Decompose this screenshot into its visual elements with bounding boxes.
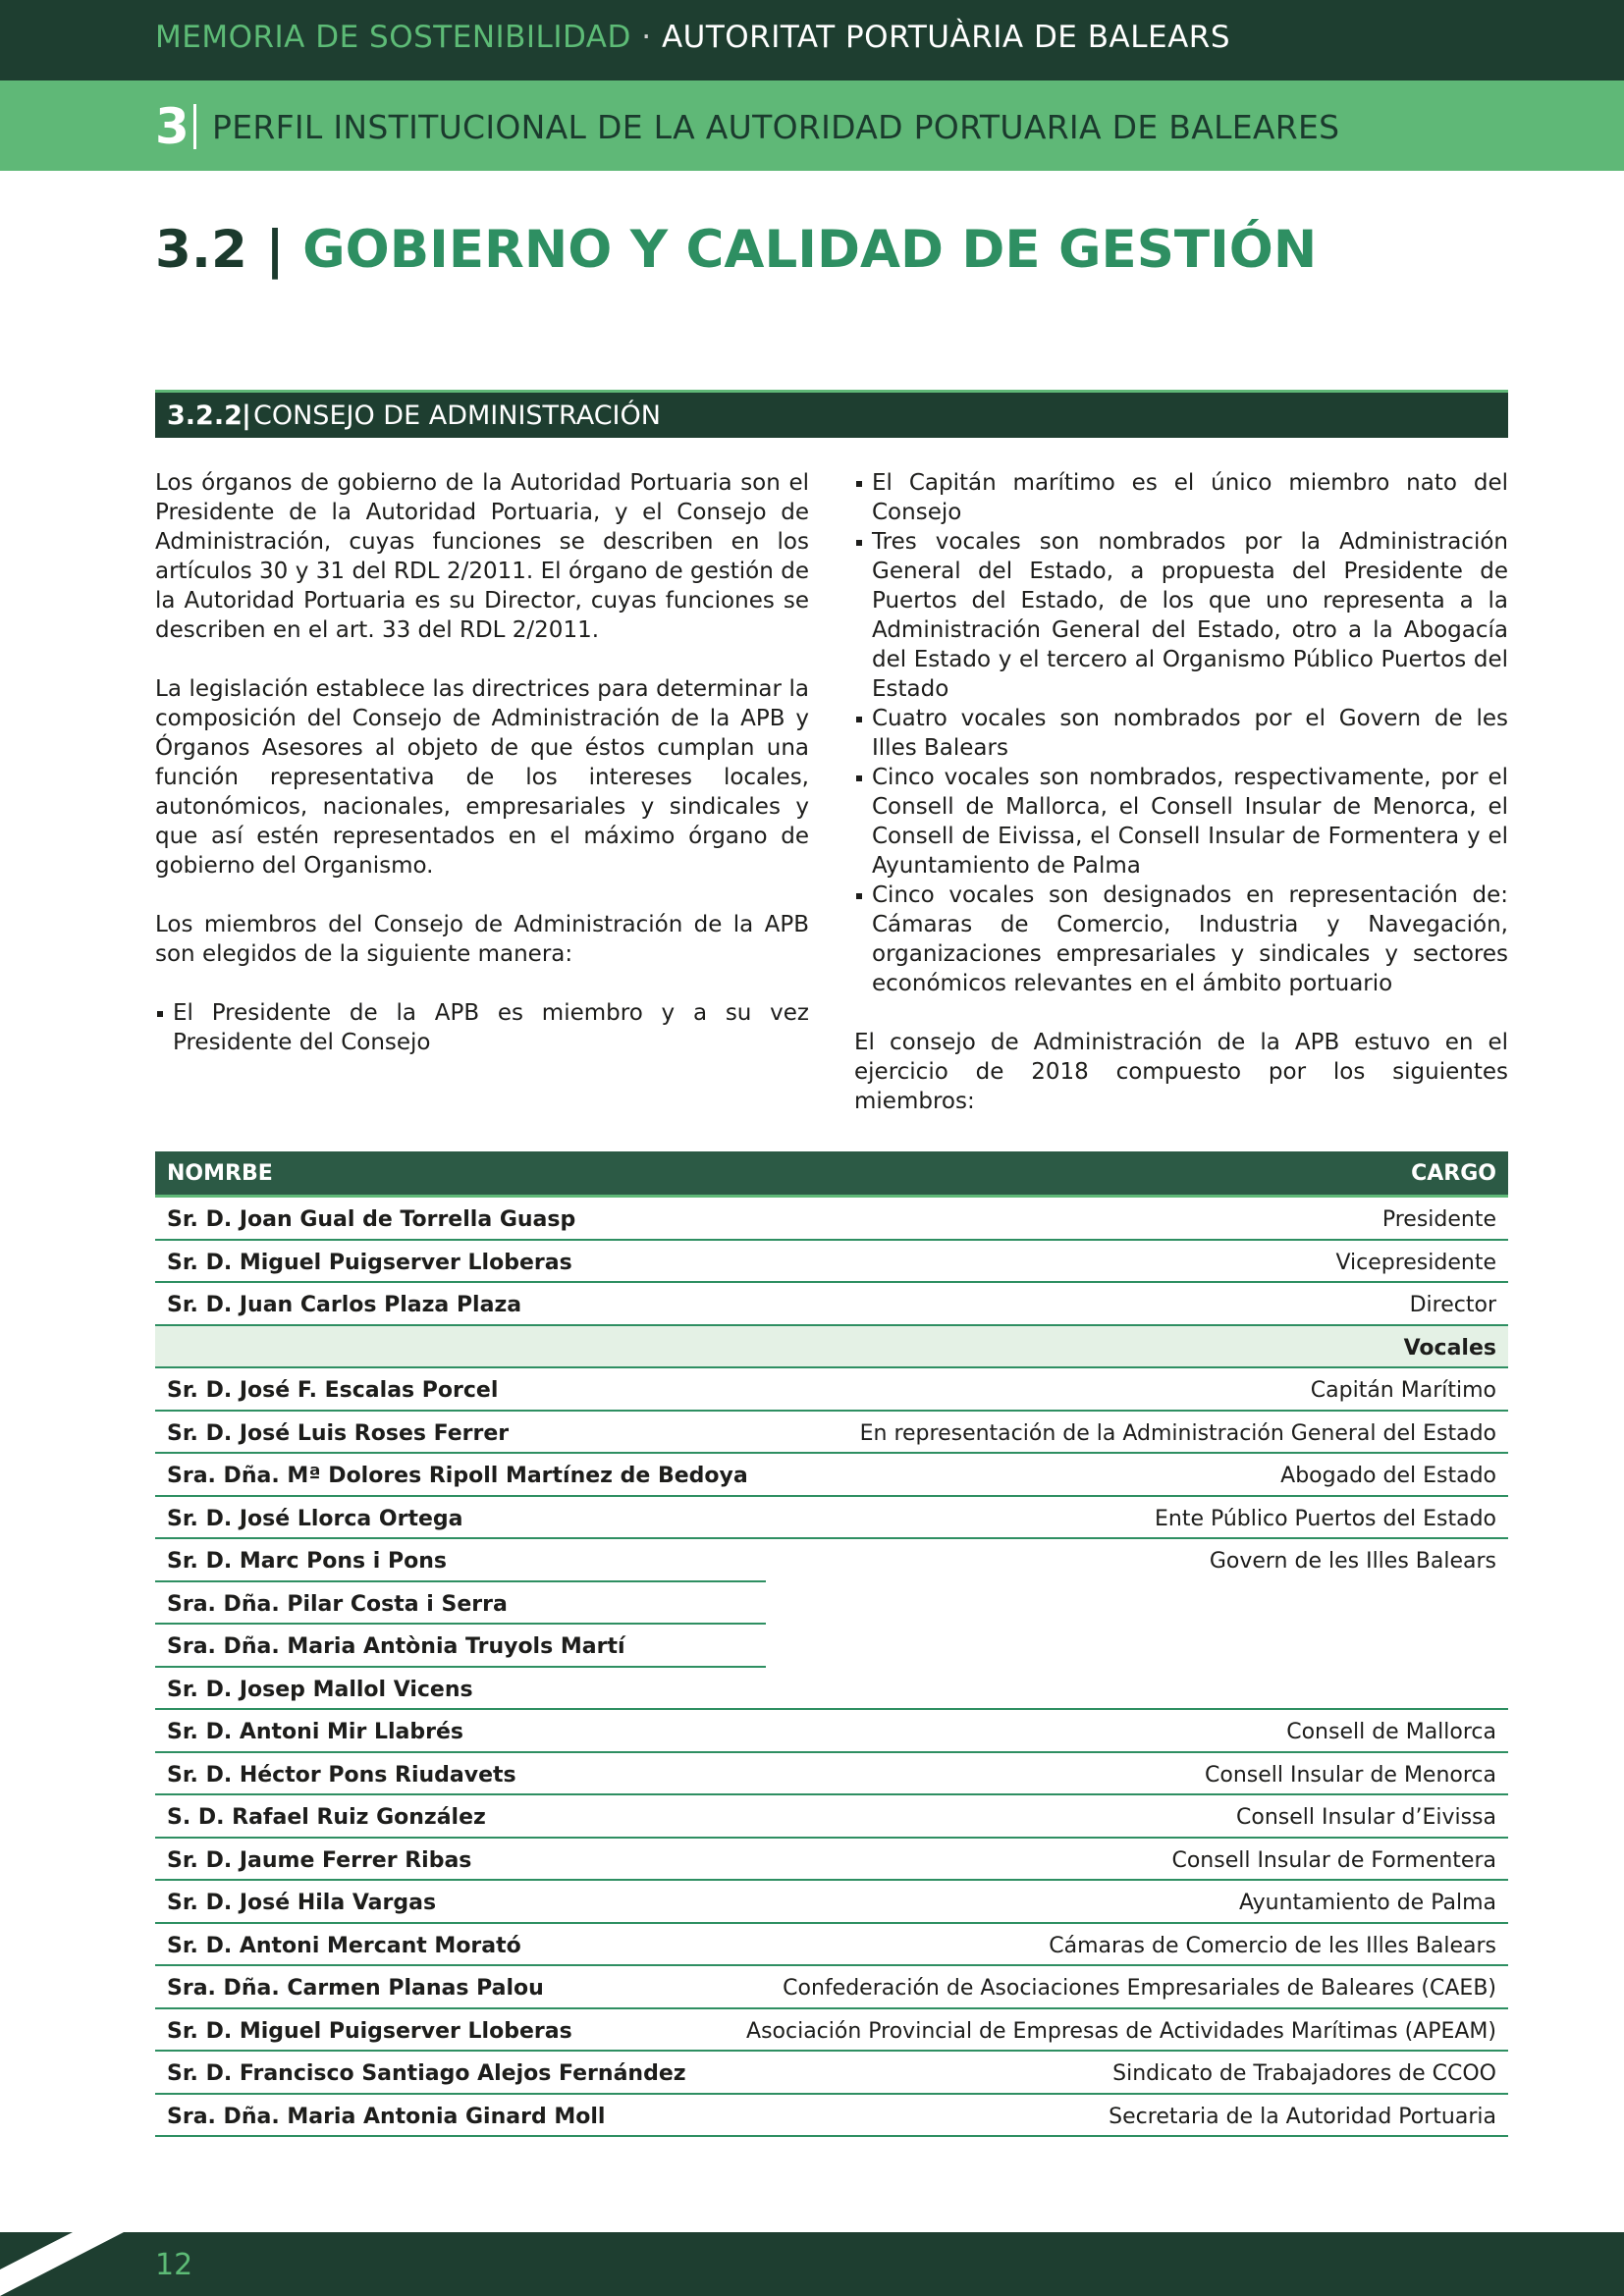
bullet-item: Cinco vocales son nombrados, respectivamente, por el Consell de Mallorca, el Consell Insular de Menorca, el Consell de Eivissa, el Consell Insular de Formentera y el Ayuntamiento de Palma (854, 763, 1508, 881)
column-header-role: CARGO (1411, 1161, 1496, 1186)
member-name: Sr. D. José Hila Vargas (167, 1891, 437, 1915)
member-name: Sr. D. Jaume Ferrer Ribas (167, 1847, 472, 1873)
chapter-title: PERFIL INSTITUCIONAL DE LA AUTORIDAD PORTUARIA DE BALEARES (212, 108, 1340, 146)
table-row (155, 1795, 1508, 1839)
table-row (155, 1966, 1508, 2009)
member-name: Sr. D. José Luis Roses Ferrer (167, 1420, 510, 1446)
organization-name: AUTORITAT PORTUÀRIA DE BALEARS (661, 20, 1231, 55)
table-row (155, 1710, 1508, 1753)
section-separator: | (265, 220, 285, 280)
body-paragraph: Los miembros del Consejo de Administración de la APB son elegidos de la siguiente manera: (155, 912, 809, 967)
member-role: Presidente (1381, 1207, 1496, 1232)
member-role: Ayuntamiento de Palma (1239, 1891, 1496, 1915)
member-name: Sr. D. Francisco Santiago Alejos Fernández (167, 2061, 686, 2086)
member-name: Sr. D. Josep Mallol Vicens (167, 1677, 473, 1702)
body-column-right (854, 468, 1508, 1146)
table-row (155, 1497, 1508, 1540)
table-row (155, 1753, 1508, 1796)
member-role: Consell Insular d’Eivissa (1236, 1805, 1496, 1830)
member-name: S. D. Rafael Ruiz González (167, 1805, 486, 1830)
section-title (155, 220, 1317, 280)
member-name: Sra. Dña. Mª Dolores Ripoll Martínez de Bedoya (167, 1464, 748, 1488)
bullet-item: Tres vocales son nombrados por la Administración General del Estado, a propuesta del Presidente de Puertos del Estado, de los que uno representa a la Administración General del Estado, otro a la Abogacía del Estado y el tercero al Organismo Público Puertos del Estado (854, 527, 1508, 704)
table-group-row (155, 1326, 1508, 1369)
running-header-text (155, 20, 1230, 55)
bullet-item: El Capitán marítimo es el único miembro nato del Consejo (854, 468, 1508, 527)
member-name: Sra. Dña. Maria Antònia Truyols Martí (167, 1634, 625, 1659)
member-role: Govern de les Illes Balears (1209, 1549, 1496, 1574)
member-role: En representación de la Administración General del Estado (859, 1420, 1496, 1446)
table-row (155, 1283, 1508, 1326)
group-label: Vocales (1403, 1335, 1496, 1361)
member-name: Sr. D. Juan Carlos Plaza Plaza (167, 1293, 522, 1317)
table-row (155, 2009, 1508, 2053)
member-name: Sr. D. Antoni Mercant Morató (167, 1933, 521, 1958)
chapter-divider (193, 104, 196, 149)
member-role: Secretaria de la Autoridad Portuaria (1109, 2104, 1496, 2129)
subsection-title: CONSEJO DE ADMINISTRACIÓN (253, 400, 661, 431)
table-row (155, 1454, 1508, 1497)
table-row (155, 1881, 1508, 1924)
bullet-list (854, 468, 1508, 998)
member-role: Confederación de Asociaciones Empresariales de Baleares (CAEB) (783, 1976, 1496, 2001)
table-row (155, 1839, 1508, 1882)
bullet-item: El Presidente de la APB es miembro y a su vez Presidente del Consejo (155, 998, 809, 1057)
column-header-name: NOMRBE (167, 1161, 273, 1186)
section-name: GOBIERNO Y CALIDAD DE GESTIÓN (302, 220, 1318, 280)
table-header (155, 1151, 1508, 1198)
table-row (155, 1625, 1508, 1668)
bullet-item: Cuatro vocales son nombrados por el Govern de les Illes Balears (854, 704, 1508, 763)
member-role: Abogado del Estado (1280, 1464, 1496, 1488)
member-name: Sr. D. Marc Pons i Pons (167, 1549, 447, 1574)
chapter-number: 3 (155, 98, 189, 155)
member-name: Sr. D. Miguel Puigserver Lloberas (167, 2018, 572, 2044)
page-number: 12 (155, 2248, 193, 2282)
publication-title: MEMORIA DE SOSTENIBILIDAD (155, 20, 631, 55)
member-role: Director (1409, 1293, 1496, 1317)
subsection-number: 3.2.2 (167, 400, 243, 431)
subsection-separator: | (242, 400, 251, 431)
running-header (0, 0, 1624, 80)
body-column-left (155, 468, 809, 1057)
footer-stripe-decoration (0, 2232, 137, 2296)
table-row (155, 1668, 1508, 1711)
table-row (155, 2095, 1508, 2138)
table-row (155, 1412, 1508, 1455)
member-name: Sra. Dña. Maria Antonia Ginard Moll (167, 2104, 606, 2129)
chapter-banner (0, 80, 1624, 171)
member-role: Capitán Marítimo (1310, 1378, 1496, 1403)
member-role: Consell Insular de Menorca (1205, 1762, 1496, 1788)
page-footer (0, 2232, 1624, 2296)
member-name: Sra. Dña. Pilar Costa i Serra (167, 1591, 508, 1617)
body-paragraph: Los órganos de gobierno de la Autoridad Portuaria son el Presidente de la Autoridad Portuaria, y el Consejo de Administración, cuyas funciones se describen en los artículos 30 y 31 del RDL 2/2011. El órgano de gestión de la Autoridad Portuaria es su Director, cuyas funciones se describen en el art. 33 del RDL 2/2011. (155, 470, 809, 643)
member-name: Sr. D. José Llorca Ortega (167, 1506, 463, 1531)
table-row (155, 1924, 1508, 1967)
body-paragraph: La legislación establece las directrices para determinar la composición del Consejo de Administración de la APB y Órganos Asesores al objeto de que éstos cumplan una función representativa de los intereses locales, autonómicos, nacionales, empresariales y sindicales y que así estén representados en el máximo órgano de gobierno del Organismo. (155, 676, 809, 879)
member-role: Asociación Provincial de Empresas de Actividades Marítimas (APEAM) (746, 2018, 1496, 2044)
member-role: Ente Público Puertos del Estado (1154, 1506, 1496, 1531)
header-separator: · (641, 20, 652, 55)
member-role: Sindicato de Trabajadores de CCOO (1112, 2061, 1496, 2086)
member-name: Sra. Dña. Carmen Planas Palou (167, 1976, 544, 2001)
board-members-table (155, 1151, 1508, 2137)
member-name: Sr. D. Antoni Mir Llabrés (167, 1720, 463, 1744)
member-name: Sr. D. Miguel Puigserver Lloberas (167, 1250, 572, 1275)
member-name: Sr. D. Héctor Pons Riudavets (167, 1762, 516, 1788)
bullet-item: Cinco vocales son designados en representación de: Cámaras de Comercio, Industria y Navegación, organizaciones empresariales y sindicales y sectores económicos relevantes en el ámbito portuario (854, 881, 1508, 998)
member-role: Cámaras de Comercio de les Illes Balears (1049, 1933, 1496, 1958)
table-row (155, 1582, 1508, 1626)
bullet-list (155, 998, 809, 1057)
member-name: Sr. D. Joan Gual de Torrella Guasp (167, 1207, 576, 1232)
body-paragraph: El consejo de Administración de la APB estuvo en el ejercicio de 2018 compuesto por los siguientes miembros: (854, 1030, 1508, 1114)
section-number: 3.2 (155, 220, 247, 280)
member-role: Vicepresidente (1335, 1250, 1496, 1275)
table-row (155, 1198, 1508, 1241)
table-row (155, 1539, 1508, 1582)
member-role: Consell de Mallorca (1286, 1720, 1496, 1744)
table-row (155, 2052, 1508, 2095)
table-row (155, 1241, 1508, 1284)
table-row (155, 1368, 1508, 1412)
subsection-heading (155, 390, 1508, 438)
member-role: Consell Insular de Formentera (1171, 1847, 1496, 1873)
member-name: Sr. D. José F. Escalas Porcel (167, 1378, 499, 1403)
